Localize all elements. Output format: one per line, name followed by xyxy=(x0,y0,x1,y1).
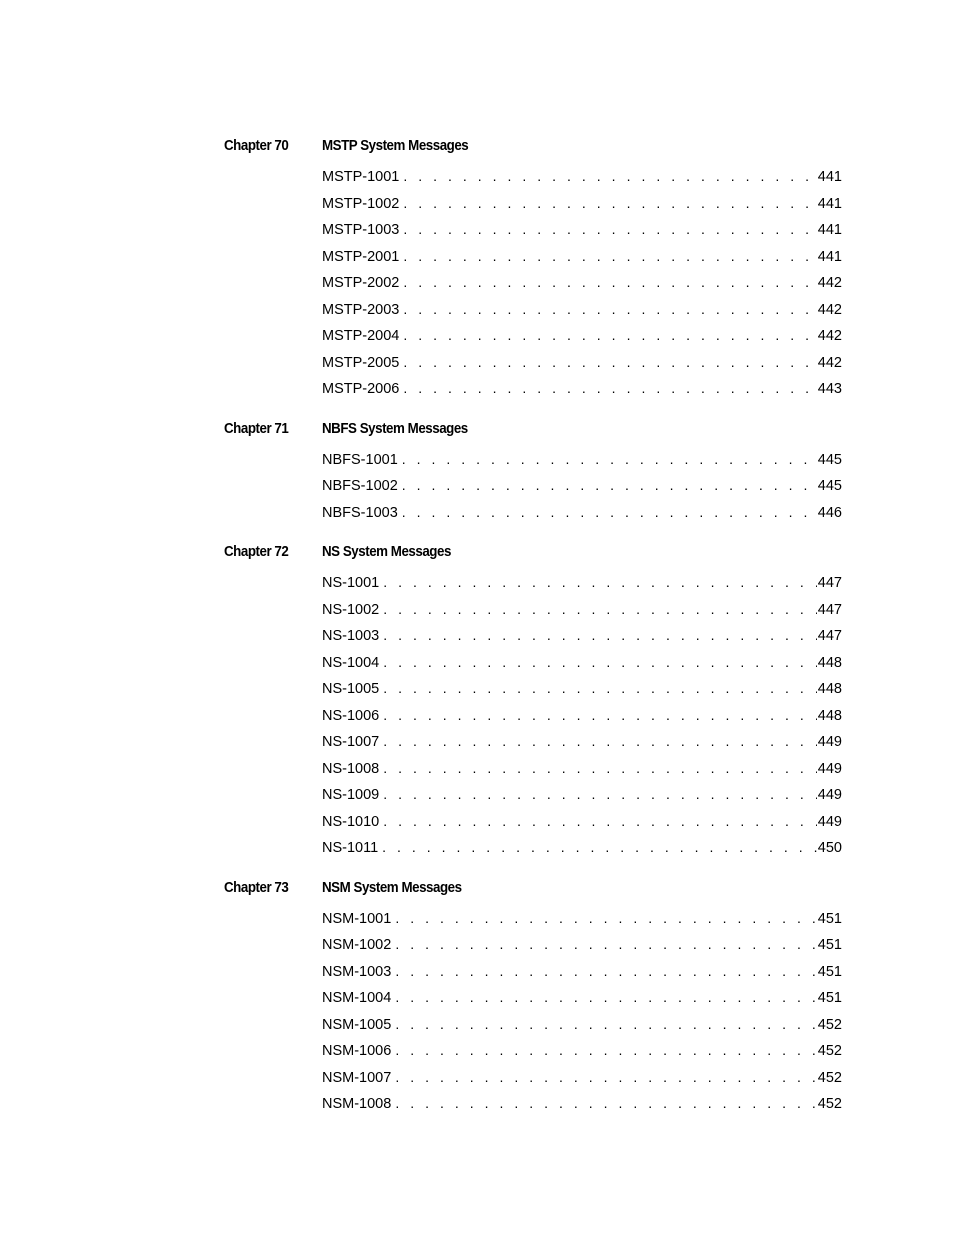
dot-leader xyxy=(379,569,817,596)
toc-entry[interactable] xyxy=(322,755,842,782)
entry-page-number: 451 xyxy=(817,910,842,927)
entry-label: MSTP-2001 xyxy=(322,248,400,265)
toc-entry[interactable] xyxy=(322,322,842,349)
entry-page-number: 452 xyxy=(817,1016,842,1033)
toc-entry[interactable] xyxy=(322,931,842,958)
chapter-number: Chapter 71 xyxy=(224,420,289,437)
entry-page-number: 452 xyxy=(817,1069,842,1086)
entry-page-number: 443 xyxy=(817,381,842,397)
entry-page-number: 446 xyxy=(817,504,842,521)
toc-chapter xyxy=(224,418,842,526)
entry-page-number: 442 xyxy=(817,328,842,344)
entry-page-number: 448 xyxy=(817,681,842,697)
entry-page-number: 452 xyxy=(817,1096,842,1112)
toc-entry[interactable] xyxy=(322,375,842,402)
entry-label: NSM-1005 xyxy=(322,1016,392,1033)
entry-label: NS-1007 xyxy=(322,734,380,750)
dot-leader xyxy=(399,163,816,190)
chapter-heading xyxy=(224,418,842,440)
dot-leader xyxy=(398,446,817,473)
dot-leader xyxy=(399,243,816,270)
entry-label: NSM-1007 xyxy=(322,1069,392,1086)
entry-label: NSM-1002 xyxy=(322,937,392,953)
chapter-heading xyxy=(224,541,842,563)
chapter-number: Chapter 70 xyxy=(224,138,289,154)
toc-entry[interactable] xyxy=(322,1011,842,1038)
entry-label: MSTP-2003 xyxy=(322,301,400,318)
dot-leader xyxy=(398,472,817,499)
entry-page-number: 451 xyxy=(817,990,842,1006)
toc-entry[interactable] xyxy=(322,728,842,755)
entry-label: NSM-1004 xyxy=(322,990,392,1006)
toc-entry[interactable] xyxy=(322,702,842,729)
dot-leader xyxy=(379,649,817,676)
entry-label: NS-1008 xyxy=(322,760,380,777)
entry-page-number: 445 xyxy=(817,478,842,494)
entry-label: NBFS-1002 xyxy=(322,478,398,494)
chapter-number: Chapter 73 xyxy=(224,879,289,896)
dot-leader xyxy=(399,322,816,349)
entry-label: NS-1010 xyxy=(322,813,380,830)
entry-page-number: 441 xyxy=(817,248,842,265)
entry-label: NSM-1006 xyxy=(322,1043,392,1059)
toc-entry[interactable] xyxy=(322,446,842,473)
entry-label: NS-1003 xyxy=(322,628,380,644)
entry-page-number: 441 xyxy=(817,169,842,185)
chapter-title[interactable]: NBFS System Messages xyxy=(322,420,468,437)
toc-chapter xyxy=(224,877,842,1117)
entry-page-number: 445 xyxy=(817,451,842,468)
entry-label: NS-1001 xyxy=(322,575,380,591)
dot-leader xyxy=(391,1037,816,1064)
toc-entry[interactable] xyxy=(322,569,842,596)
toc-entry[interactable] xyxy=(322,675,842,702)
entry-label: MSTP-2006 xyxy=(322,381,400,397)
entry-label: MSTP-2004 xyxy=(322,328,400,344)
toc-entry[interactable] xyxy=(322,1037,842,1064)
dot-leader xyxy=(391,958,816,985)
dot-leader xyxy=(391,984,816,1011)
chapter-title[interactable]: NS System Messages xyxy=(322,544,451,560)
dot-leader xyxy=(391,905,816,932)
toc-entry[interactable] xyxy=(322,349,842,376)
entry-page-number: 448 xyxy=(817,707,842,724)
table-of-contents xyxy=(224,135,842,1133)
entry-page-number: 451 xyxy=(817,937,842,953)
entry-page-number: 442 xyxy=(817,275,842,291)
entry-page-number: 449 xyxy=(817,813,842,830)
dot-leader xyxy=(399,375,816,402)
entry-label: NBFS-1001 xyxy=(322,451,398,468)
entry-page-number: 441 xyxy=(817,195,842,212)
toc-entry[interactable] xyxy=(322,596,842,623)
entry-label: NS-1004 xyxy=(322,654,380,671)
toc-entry[interactable] xyxy=(322,472,842,499)
dot-leader xyxy=(391,1090,816,1117)
entry-page-number: 447 xyxy=(817,575,842,591)
toc-entry[interactable] xyxy=(322,296,842,323)
chapter-title[interactable]: NSM System Messages xyxy=(322,879,462,896)
toc-entry[interactable] xyxy=(322,905,842,932)
entry-label: MSTP-1003 xyxy=(322,222,400,238)
entry-page-number: 451 xyxy=(817,963,842,980)
chapter-title[interactable]: MSTP System Messages xyxy=(322,138,469,154)
toc-entry[interactable] xyxy=(322,216,842,243)
toc-entry[interactable] xyxy=(322,163,842,190)
entry-label: NS-1009 xyxy=(322,787,380,803)
dot-leader xyxy=(391,1064,816,1091)
entry-label: MSTP-2002 xyxy=(322,275,400,291)
dot-leader xyxy=(391,931,816,958)
dot-leader xyxy=(379,728,817,755)
toc-entry[interactable] xyxy=(322,269,842,296)
dot-leader xyxy=(379,622,817,649)
toc-entry[interactable] xyxy=(322,984,842,1011)
entry-label: NSM-1001 xyxy=(322,910,392,927)
dot-leader xyxy=(391,1011,816,1038)
entry-page-number: 452 xyxy=(817,1043,842,1059)
dot-leader xyxy=(378,834,817,861)
toc-entry[interactable] xyxy=(322,622,842,649)
toc-entry[interactable] xyxy=(322,781,842,808)
dot-leader xyxy=(379,781,817,808)
entry-label: NS-1011 xyxy=(322,840,379,856)
entry-label: MSTP-2005 xyxy=(322,354,400,371)
toc-chapter xyxy=(224,541,842,861)
toc-entry[interactable] xyxy=(322,958,842,985)
toc-entry[interactable] xyxy=(322,834,842,861)
toc-entry[interactable] xyxy=(322,808,842,835)
entry-page-number: 448 xyxy=(817,654,842,671)
dot-leader xyxy=(399,216,816,243)
entry-list xyxy=(322,446,842,526)
entry-page-number: 442 xyxy=(817,301,842,318)
toc-entry[interactable] xyxy=(322,190,842,217)
entry-label: NSM-1008 xyxy=(322,1096,392,1112)
entry-label: NSM-1003 xyxy=(322,963,392,980)
dot-leader xyxy=(399,349,816,376)
toc-entry[interactable] xyxy=(322,243,842,270)
toc-entry[interactable] xyxy=(322,1090,842,1117)
dot-leader xyxy=(379,808,817,835)
entry-page-number: 441 xyxy=(817,222,842,238)
entry-page-number: 449 xyxy=(817,787,842,803)
entry-list xyxy=(322,569,842,861)
chapter-heading xyxy=(224,135,842,157)
entry-page-number: 447 xyxy=(817,601,842,618)
entry-label: MSTP-1001 xyxy=(322,169,400,185)
entry-label: NS-1006 xyxy=(322,707,380,724)
dot-leader xyxy=(399,269,816,296)
entry-label: NS-1002 xyxy=(322,601,380,618)
entry-label: NBFS-1003 xyxy=(322,504,398,521)
toc-entry[interactable] xyxy=(322,649,842,676)
entry-label: MSTP-1002 xyxy=(322,195,400,212)
entry-page-number: 450 xyxy=(817,840,842,856)
entry-list xyxy=(322,163,842,402)
dot-leader xyxy=(379,596,817,623)
toc-chapter xyxy=(224,135,842,402)
entry-page-number: 449 xyxy=(817,734,842,750)
dot-leader xyxy=(379,755,817,782)
dot-leader xyxy=(399,296,816,323)
toc-entry[interactable] xyxy=(322,1064,842,1091)
toc-entry[interactable] xyxy=(322,499,842,526)
entry-page-number: 447 xyxy=(817,628,842,644)
dot-leader xyxy=(379,702,817,729)
chapter-number: Chapter 72 xyxy=(224,544,289,560)
chapter-heading xyxy=(224,877,842,899)
entry-label: NS-1005 xyxy=(322,681,380,697)
entry-list xyxy=(322,905,842,1117)
dot-leader xyxy=(379,675,817,702)
dot-leader xyxy=(399,190,816,217)
entry-page-number: 449 xyxy=(817,760,842,777)
entry-page-number: 442 xyxy=(817,354,842,371)
dot-leader xyxy=(398,499,817,526)
